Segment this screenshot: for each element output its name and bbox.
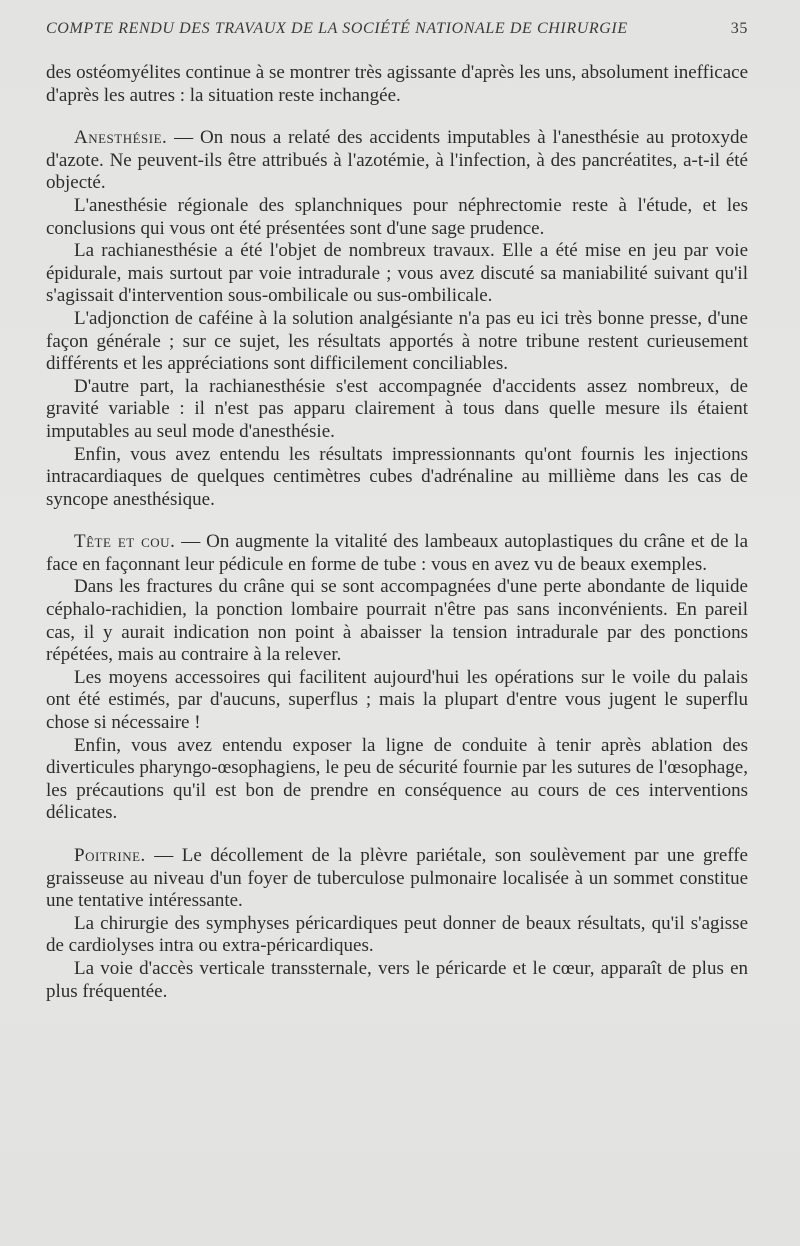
- section-tete-cou-paragraph: Tête et cou. — On augmente la vitalité des lambeaux autoplastiques du crâne et de la face en façonnant leur pédicule en forme de tube : vous en avez vu de beaux exemples.: [46, 531, 749, 575]
- section-heading: Tête et cou.: [74, 531, 176, 553]
- body-text: [46, 62, 748, 1003]
- section-heading: Anesthésie.: [74, 127, 168, 149]
- paragraph: Enfin, vous avez entendu exposer la ligne de conduite à tenir après ablation des diverticules pharyngo-œsophagiens, le peu de sécurité fournie par les sutures de l'œsophage, les précautions qu'il est bon de prendre en conséquence au cours de ces interventions délicates.: [46, 734, 748, 824]
- section-anesthesie-paragraph: Anesthésie. — On nous a relaté des accidents imputables à l'anesthésie au protoxyde d'azote. Ne peuvent-ils être attribués à l'azotémie, à l'infection, à des pancréatites, a-t-il été objecté.: [46, 127, 748, 194]
- page-number: 35: [730, 20, 748, 37]
- paragraph: La rachianesthésie a été l'objet de nombreux travaux. Elle a été mise en jeu par voie épidurale, mais surtout par voie intradurale ; vous avez discuté sa maniabilité suivant qu'il s'agissait d'intervention sous-ombilicale ou sus-ombilicale.: [46, 240, 748, 307]
- running-title: COMPTE RENDU DES TRAVAUX DE LA SOCIÉTÉ NATIONALE DE CHIRURGIE: [46, 20, 628, 37]
- paragraph: des ostéomyélites continue à se montrer très agissante d'après les uns, absolument inefficace d'après les autres : la situation reste inchangée.: [46, 62, 748, 106]
- paragraph: La voie d'accès verticale transsternale, vers le péricarde et le cœur, apparaît de plus en plus fréquentée.: [46, 957, 748, 1002]
- section-poitrine-paragraph: Poitrine. — Le décollement de la plèvre pariétale, son soulèvement par une greffe graisseuse au niveau d'un foyer de tuberculose pulmonaire localisée à un sommet constitue une tentative intéressante.: [46, 845, 748, 912]
- section-heading: Poitrine.: [74, 845, 146, 866]
- paragraph: Dans les fractures du crâne qui se sont accompagnées d'une perte abondante de liquide céphalo-rachidien, la ponction lombaire pourrait n'être pas sans inconvénients. En pareil cas, il y aurait indication non point à abaisser la tension intradurale par des ponctions répétées, mais au contraire à la relever.: [46, 576, 748, 666]
- paragraph: L'adjonction de caféine à la solution analgésiante n'a pas eu ici très bonne presse, d'une façon générale ; sur ce sujet, les résultats apportés à notre tribune restent curieusement différents et les appréciations sont difficilement conciliables.: [46, 307, 748, 375]
- paragraph: La chirurgie des symphyses péricardiques peut donner de beaux résultats, qu'il s'agisse de cardiolyses intra ou extra-péricardiques.: [46, 912, 748, 957]
- paragraph: D'autre part, la rachianesthésie s'est accompagnée d'accidents assez nombreux, de gravité variable : il n'est pas apparu clairement à tous dans quelle mesure ils étaient imputables au seul mode d'anesthésie.: [46, 375, 748, 442]
- paragraph: Les moyens accessoires qui facilitent aujourd'hui les opérations sur le voile du palais ont été estimés, par d'aucuns, superflus ; mais la plupart d'entre vous jugent le superflu chose si nécessaire !: [46, 666, 748, 734]
- paragraph: Enfin, vous avez entendu les résultats impressionnants qu'ont fournis les injections intracardiaques de quelques centimètres cubes d'adrénaline au millième dans les cas de syncope anesthésique.: [46, 443, 748, 510]
- running-header: [46, 20, 748, 46]
- paragraph: L'anesthésie régionale des splanchniques pour néphrectomie reste à l'étude, et les conclusions qui vous ont été présentées sont d'une sage prudence.: [46, 194, 748, 239]
